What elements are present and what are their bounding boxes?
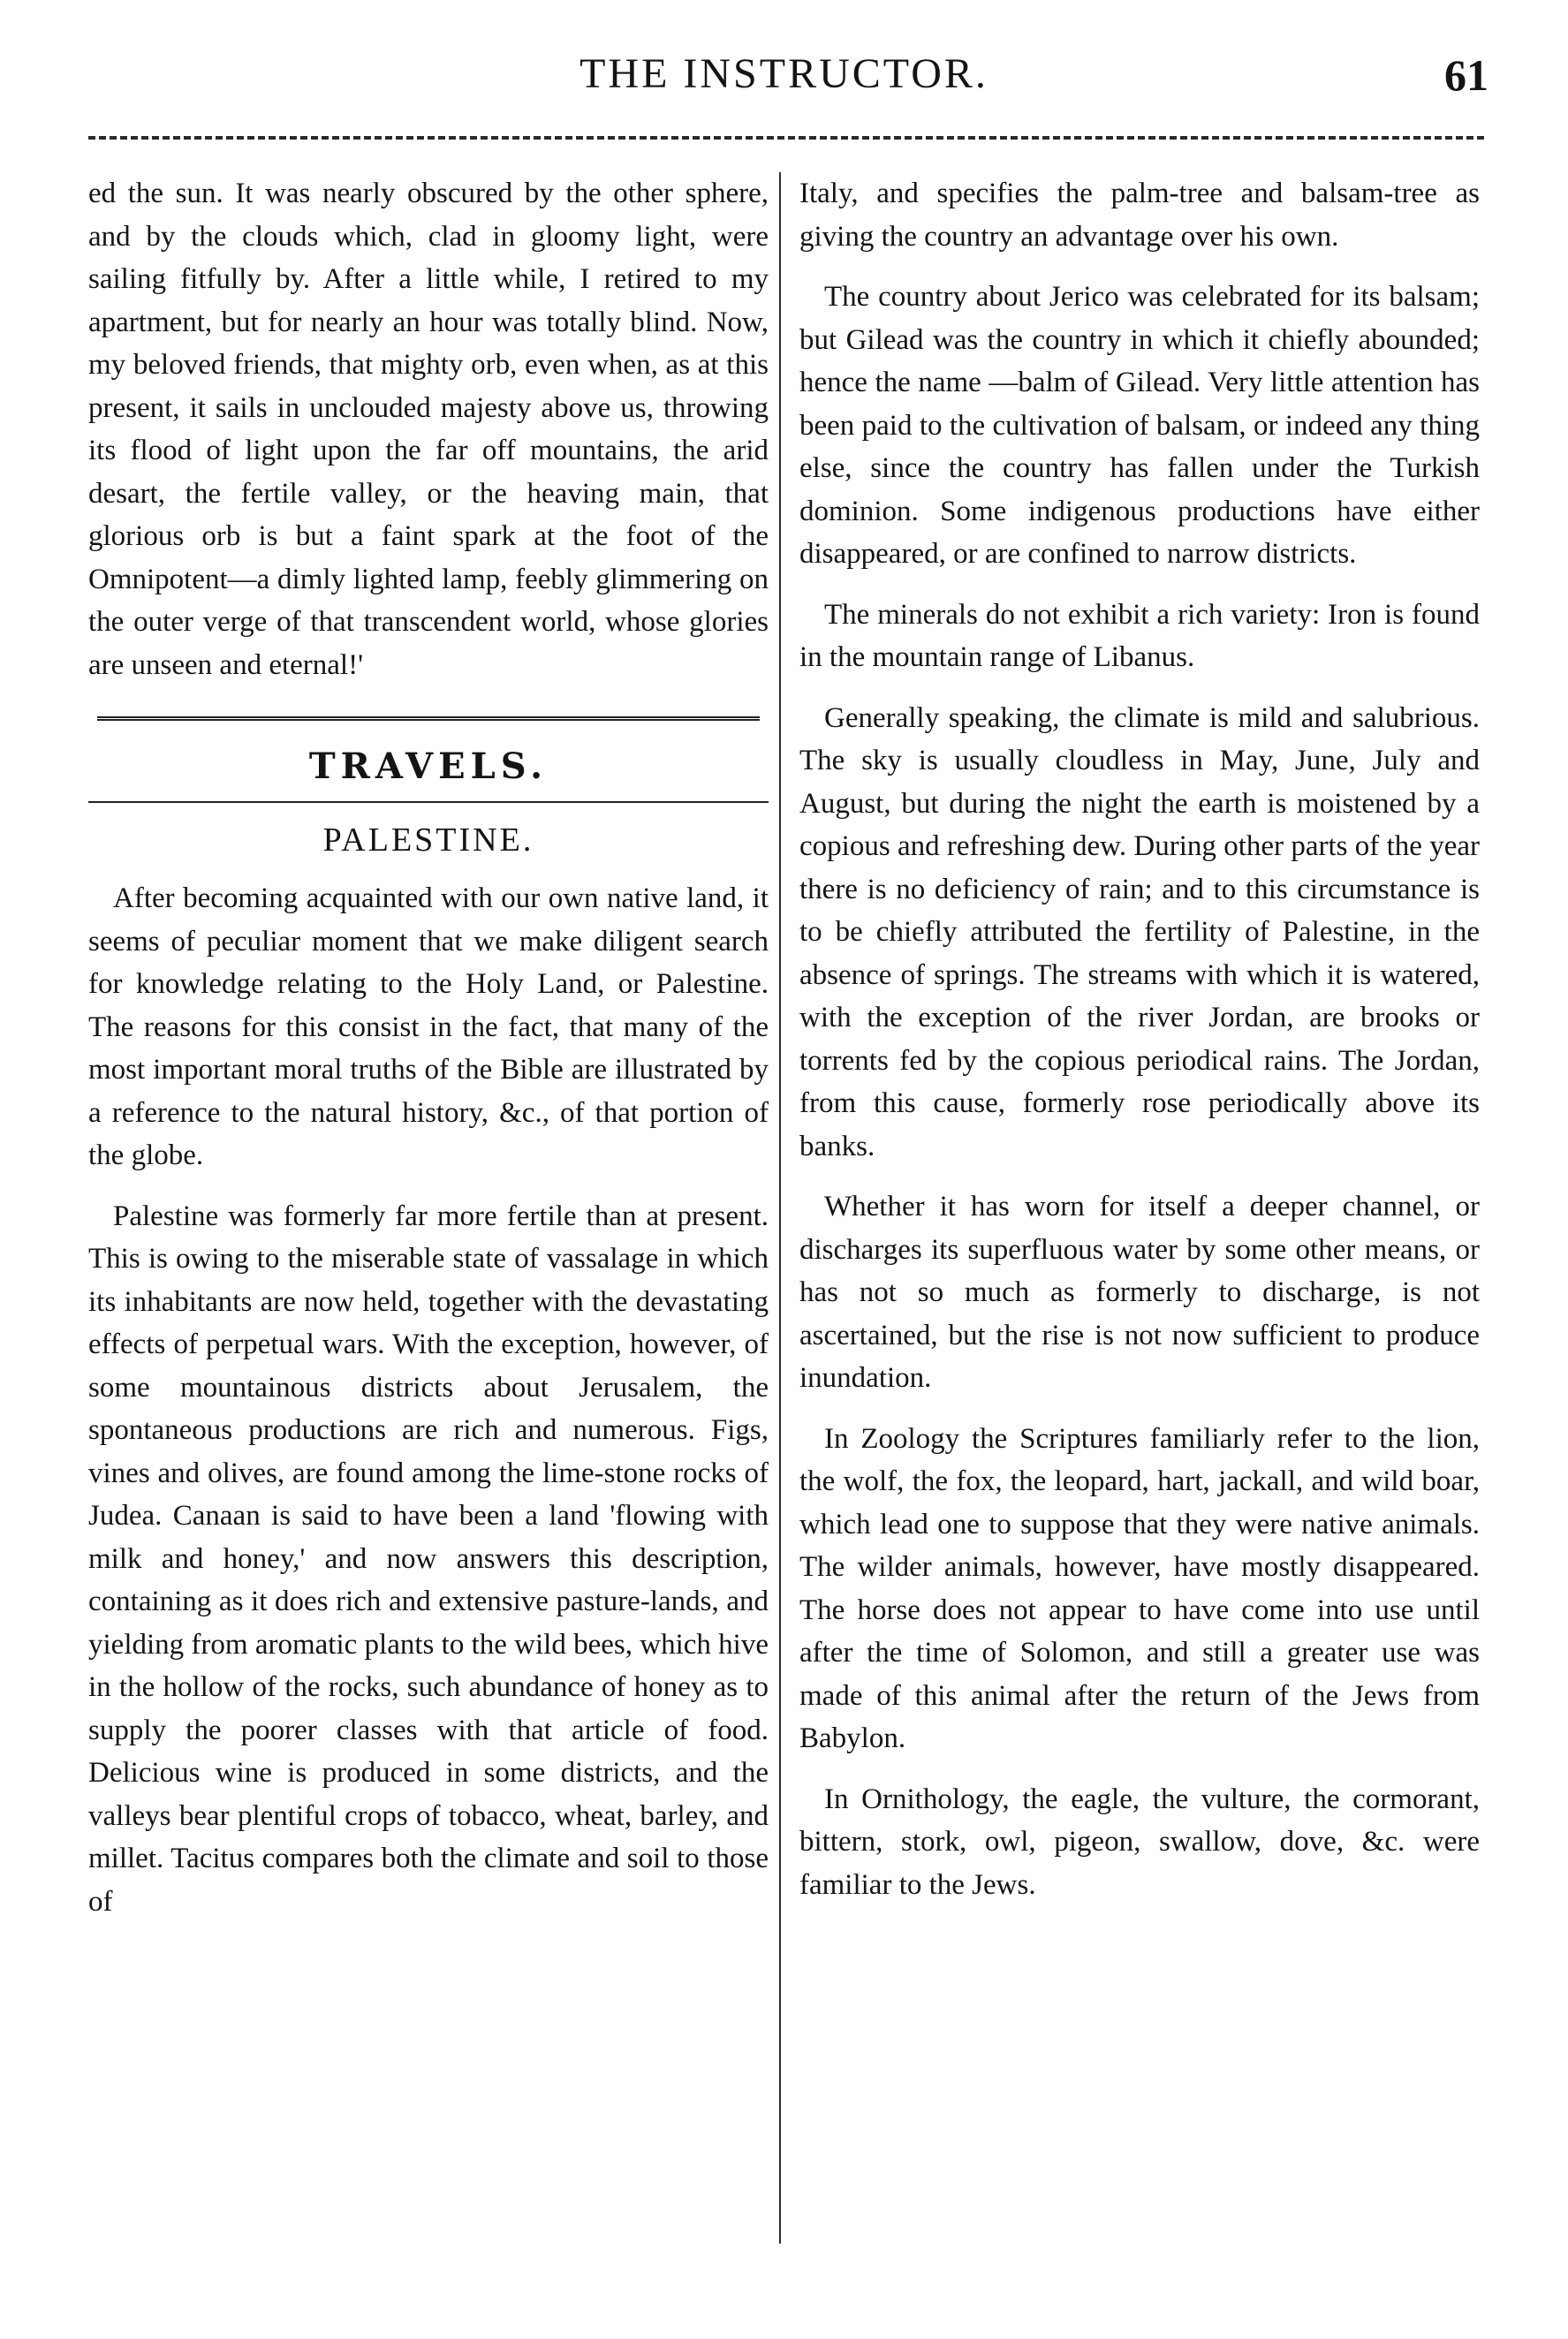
paragraph: Generally speaking, the climate is mild and salubrious. The sky is usually cloudless in May, June, July and August, but during the night the earth is moistened by a copious and refreshing dew. During other parts of the year there is no deficiency of rain; and to this circumstance is to be chiefly attributed the fertility of Palestine, in the absence of springs. The streams with which it is watered, with the exception of the river Jordan, are brooks or torrents fed by the copious periodical rains. The Jordan, from this cause, formerly rose periodically above its banks.: [799, 701, 1480, 1162]
paragraph: In Ornithology, the eagle, the vulture, the cormorant, bittern, stork, owl, pigeon, swallow, dove, &c. were familiar to the Jews.: [799, 1783, 1480, 1901]
running-title: THE INSTRUCTOR.: [579, 50, 989, 97]
right-column: [799, 172, 1480, 1924]
paragraph: Italy, and specifies the palm-tree and balsam-tree as giving the country an advantage over his own.: [799, 178, 1480, 253]
paragraph: After becoming acquainted with our own native land, it seems of peculiar moment that we make diligent search for knowledge relating to the Holy Land, or Palestine. The reasons for this consist in the fact, that many of the most important moral truths of the Bible are illustrated by a reference to the natural history, &c., of that portion of the globe.: [88, 882, 769, 1171]
paragraph: The country about Jerico was celebrated for its balsam; but Gilead was the country in which it chiefly abounded; hence the name —balm of Gilead. Very little attention has been paid to the cultivation of balsam, or indeed any thing else, since the country has fallen under the Turkish dominion. Some indigenous productions have either disappeared, or are confined to narrow districts.: [799, 281, 1480, 570]
section-heading: TRAVELS.: [308, 746, 549, 787]
paragraph: In Zoology the Scriptures familiarly refer to the lion, the wolf, the fox, the leopard, hart, jackall, and wild boar, which lead one to suppose that they were native animals. The wilder animals, however, have mostly disappeared. The horse does not appear to have come into use until after the time of Solomon, and still a greater use was made of this animal after the return of the Jews from Babylon.: [799, 1422, 1480, 1754]
running-header: [0, 42, 1568, 122]
continued-paragraph: ed the sun. It was nearly obscured by the other sphere, and by the clouds which, clad in gloomy light, were sailing fitfully by. After a little while, I retired to my apartment, but for nearly an hour was totally blind. Now, my beloved friends, that mighty orb, even when, as at this present, it sails in unclouded majesty above us, throwing its flood of light upon the far off mountains, the arid desart, the fertile valley, or the heaving main, that glorious orb is but a faint spark at the foot of the Omnipotent—a dimly lighted lamp, feebly glimmering on the outer verge of that transcendent world, whose glories are unseen and eternal!': [88, 178, 769, 681]
paragraph: The minerals do not exhibit a rich variety: Iron is found in the mountain range of Libanus.: [799, 598, 1480, 673]
paragraph: Whether it has worn for itself a deeper channel, or discharges its superfluous water by some other means, or has not so much as formerly to discharge, is not ascertained, but the rise is not now sufficient to produce inundation.: [799, 1191, 1480, 1394]
section-heading-rule: [88, 801, 769, 803]
article-title: PALESTINE.: [322, 821, 534, 859]
page-number: 61: [1444, 50, 1488, 100]
header-rule: [88, 136, 1484, 140]
paragraph: Palestine was formerly far more fertile than at present. This is owing to the miserable state of vassalage in which its inhabitants are now held, together with the devastating effects of perpetual wars. With the exception, however, of some mountainous districts about Jerusalem, the spontaneous productions are rich and numerous. Figs, vines and olives, are found among the lime-stone rocks of Judea. Canaan is said to have been a land 'flowing with milk and honey,' and now answers this description, containing as it does rich and extensive pasture-lands, and yielding from aromatic plants to the wild bees, which hive in the hollow of the rocks, such abundance of honey as to supply the poorer classes with that article of food. Delicious wine is produced in some districts, and the valleys bear plentiful crops of tobacco, wheat, barley, and millet. Tacitus compares both the climate and soil to those of: [88, 1200, 769, 1918]
left-column: [88, 172, 769, 1941]
section-divider-rule: [97, 716, 760, 721]
column-divider: [779, 172, 781, 2244]
